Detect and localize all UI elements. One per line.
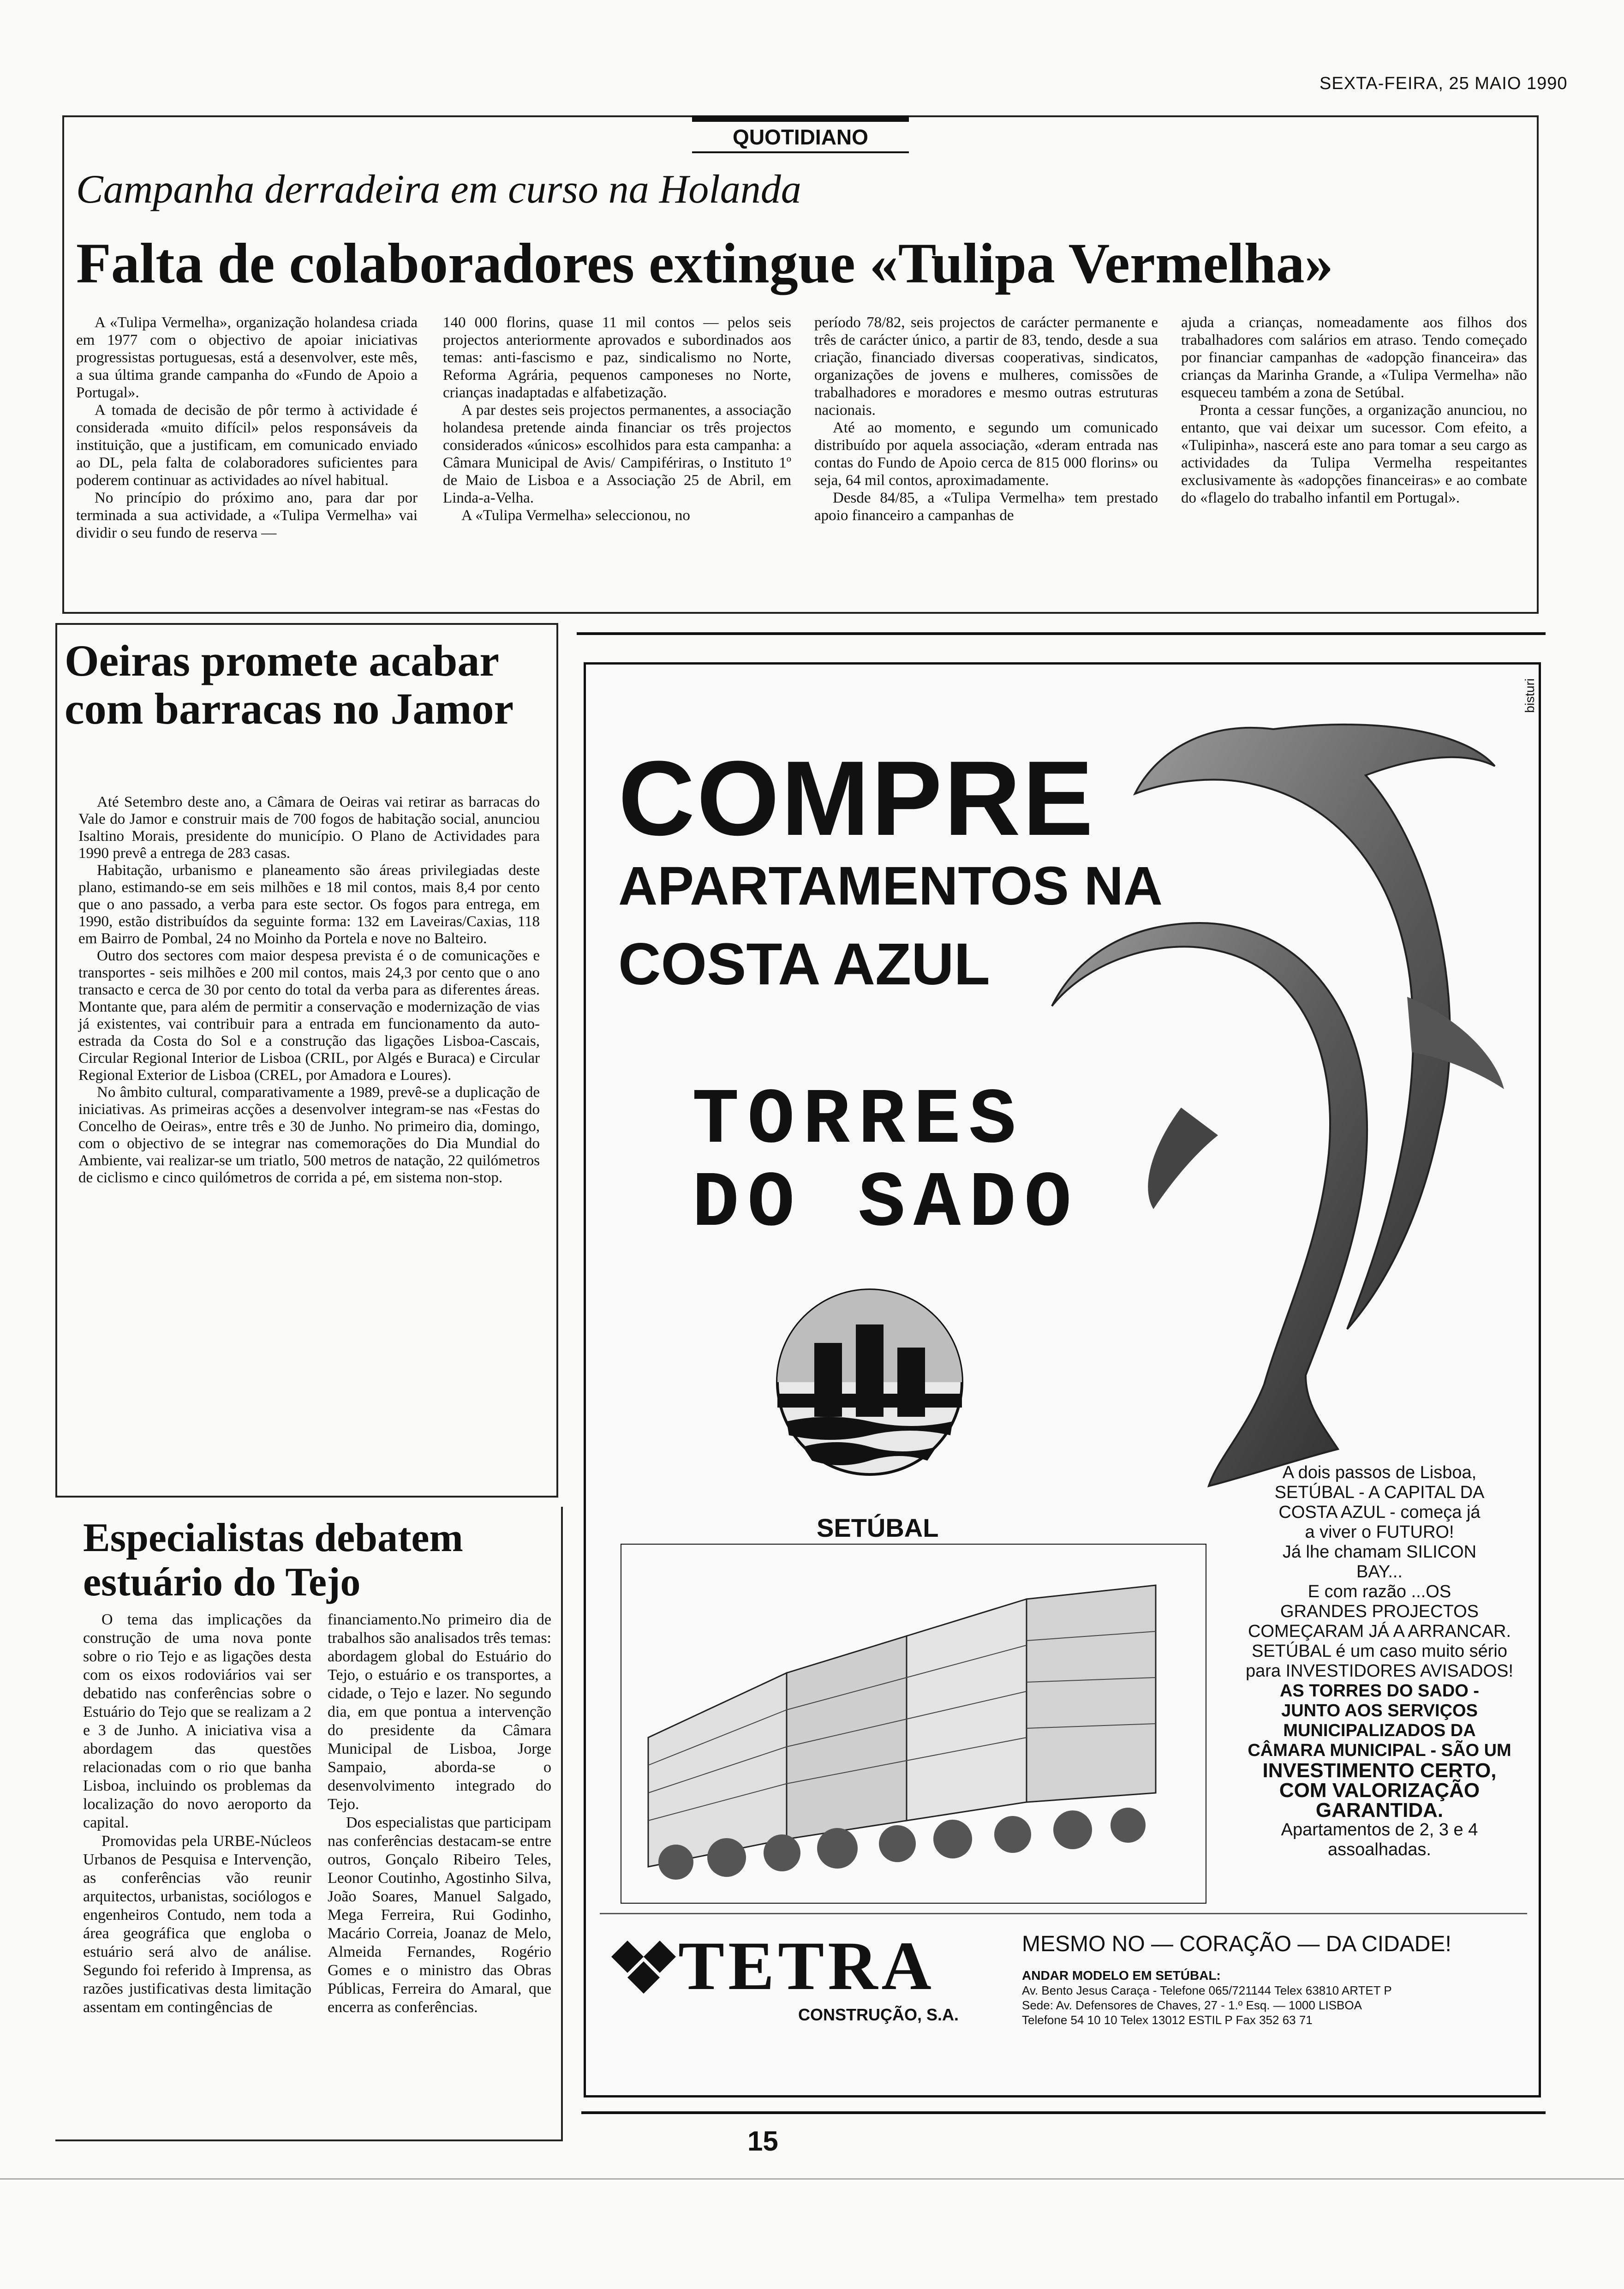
tulipa-column-2 — [443, 314, 791, 524]
ad-pitch-line: A dois passos de Lisboa, — [1282, 1463, 1477, 1482]
ad-pitch-line: Apartamentos de 2, 3 e 4 — [1281, 1820, 1478, 1840]
paragraph: Dos especialistas que participam nas conferências destacam-se entre outros, Gonçalo Ribeiro Teles, Leonor Coutinho, Agostinho Silva, João Soares, Manuel Salgado, Mega Ferreira, Rui Godinho, Macário Correia, Joanaz de Melo, Almeida Fernandes, Rogério Gomes e o ministro das Obras Públicas, Ferreira do Amaral, que encerra as conferências. — [328, 1814, 551, 2016]
ad-address-title: ANDAR MODELO EM SETÚBAL: — [1022, 1968, 1221, 1983]
ad-pitch-line: assoalhadas. — [1328, 1840, 1431, 1859]
paragraph: Até Setembro deste ano, a Câmara de Oeiras vai retirar as barracas do Vale do Jamor e construir mais de 700 fogos de habitação social, anunciou Isaltino Morais, presidente do município. O Plano de Actividades para 1990 prevê a entrega de 283 casas. — [78, 794, 540, 862]
paragraph: ajuda a crianças, nomeadamente aos filhos dos trabalhadores com salários em atraso. Tendo começado por financiar campanhas de «adopção financeira» das crianças da Marinha Grande, a «Tulipa Vermelha» não esqueceu também a zona de Setúbal. — [1181, 314, 1527, 401]
paragraph: O tema das implicações da construção de uma nova ponte sobre o rio Tejo e as ligações desta com os eixos rodoviários vai ser debatido nas conferências sobre o Estuário do Tejo que se realizam a 2 e 3 de Junho. A iniciativa visa a abordagem das questões relacionadas com o rio que banha Lisboa, incluindo os problemas da localização do novo aeroporto da capital. — [83, 1611, 311, 1831]
ad-brand-name: TETRA — [678, 1928, 935, 2004]
tulipa-kicker: Campanha derradeira em curso na Holanda — [76, 167, 801, 212]
especialistas-column-1 — [83, 1611, 311, 2017]
ad-credit: bisturi — [1522, 678, 1537, 713]
ad-pitch-line: COMEÇARAM JÁ A ARRANCAR. — [1248, 1622, 1511, 1641]
ad-brand-subtitle: CONSTRUÇÃO, S.A. — [798, 2005, 959, 2024]
building-illustration — [621, 1544, 1206, 1904]
ad-pitch-line: COSTA AZUL - começa já — [1278, 1503, 1481, 1522]
ad-address-block — [1022, 1968, 1520, 2027]
paragraph: Até ao momento, e segundo um comunicado distribuído por aquela associação, «deram entrada nas contas do Fundo de Apoio cerca de 815 000 florins» ou seja, 64 mil contos, aproximadamente. — [814, 419, 1158, 489]
ad-pitch-line: JUNTO AOS SERVIÇOS — [1281, 1701, 1478, 1720]
paragraph: Desde 84/85, a «Tulipa Vermelha» tem prestado apoio financeiro a campanhas de — [814, 490, 1158, 524]
ad-headline-line2: APARTAMENTOS NA — [618, 856, 1163, 917]
paragraph: No princípio do próximo ano, para dar por terminada a sua actividade, a «Tulipa Vermelha» vai dividir o seu fundo de reserva — — [76, 490, 418, 541]
tulipa-column-4 — [1181, 314, 1527, 507]
paragraph: 140 000 florins, quase 11 mil contos — pelos seis projectos anteriormente aprovados e subordinados aos temas: anti-fascismo e paz, sindicalismo no Norte, Reforma Agrária, pequenos camponeses no Norte, crianças inadaptadas e alfabetização. — [443, 314, 791, 401]
paragraph: A par destes seis projectos permanentes, a associação holandesa pretende ainda financiar os três projectos considerados «únicos» escolhidos para esta campanha: a Câmara Municipal de Avis/ Campifériras, o Instituto 1º de Maio de Lisboa e a Associação 25 de Abril, em Linda-a-Velha. — [443, 402, 791, 506]
setubal-logo — [775, 1288, 964, 1518]
ad-pitch-line: Já lhe chamam SILICON — [1282, 1542, 1477, 1562]
ad-headline-line3: COSTA AZUL — [618, 931, 990, 997]
paragraph: Promovidas pela URBE-Núcleos Urbanos de Pesquisa e Intervenção, as conferências vão reunir arquitectos, urbanistas, sociólogos e engenheiros Contudo, nem toda a área geográfica que engloba o estuário será alvo de análise. Segundo foi referido à Imprensa, as razões justificativas desta limitação assentam em contingências de — [83, 1833, 311, 2016]
paragraph: A tomada de decisão de pôr termo à actividade é considerada «muito difícil» pelos responsáveis da instituição, que a justificam, em comunicado enviado ao DL, pela falta de colaboradores suficientes para poderem continuar as actividades ao nível habitual. — [76, 402, 418, 489]
ad-address-line: Sede: Av. Defensores de Chaves, 27 - 1.º Esq. — 1000 LISBOA — [1022, 1998, 1362, 2012]
ad-pitch-line: GARANTIDA. — [1315, 1799, 1444, 1822]
paragraph: No âmbito cultural, comparativamente a 1989, prevê-se a duplicação de iniciativas. As primeiras acções a desenvolver integram-se nas «Festas do Concelho de Oeiras», entre três e 30 de Junho. No primeiro dia, domingo, com o objectivo de se integrar nas comemorações do Dia Mundial do Ambiente, vai realizar-se um triatlo, 500 metros de natação, 22 quilómetros de ciclismo e cinco quilómetros de corrida a pé, em sistema non-stop. — [78, 1084, 540, 1186]
tulipa-column-3 — [814, 314, 1158, 524]
paragraph: período 78/82, seis projectos de carácter permanente e três de carácter único, a partir de 83, tendo, desde a sua criação, financiado diversas cooperativas, sindicatos, organizações de jovens e mulheres, comissões de trabalhadores e moradores e mesmo outras estruturas nacionais. — [814, 314, 1158, 419]
paragraph: Outro dos sectores com maior despesa prevista é o de comunicações e transportes - seis milhões e 200 mil contos, mais 24,3 por cento que o ano transacto e cerca de 30 por cento do total da verba para as diferentes áreas. Montante que, para além de permitir a conservação e modernização de vias já existentes, vai contribuir para a entrada em funcionamento da auto-estrada da Costa do Sol e a construção das ligações Lisboa-Cascais, Circular Regional Interior de Lisboa (CRIL, por Algés e Buraca) e Circular Regional Exterior de Lisboa (CREL, por Amadora e Loures). — [78, 947, 540, 1084]
ad-pitch-line: SETÚBAL - A CAPITAL DA — [1274, 1483, 1485, 1502]
page-fold-line — [0, 2178, 1624, 2180]
ad-torres-line1: TORRES — [692, 1077, 1025, 1166]
page-bottom-rule — [581, 2111, 1546, 2114]
ad-address-line: Av. Bento Jesus Caraça - Telefone 065/721144 Telex 63810 ARTET P — [1022, 1983, 1392, 1997]
page-number: 15 — [747, 2126, 778, 2157]
ad-pitch-line: BAY... — [1356, 1562, 1403, 1582]
ad-pitch-line: COM VALORIZAÇÃO — [1279, 1779, 1480, 1802]
setubal-logo-caption: SETÚBAL — [817, 1513, 939, 1542]
ad-headline-compre: COMPRE — [618, 739, 1095, 857]
oeiras-headline: Oeiras promete acabar com barracas no Jamor — [65, 636, 514, 733]
section-label: QUOTIDIANO — [692, 125, 909, 153]
ad-pitch-line: AS TORRES DO SADO - — [1279, 1681, 1480, 1701]
ad-footer-rule — [600, 1913, 1527, 1914]
ad-pitch-line: INVESTIMENTO CERTO, — [1262, 1759, 1497, 1782]
ad-pitch-line: MUNICIPALIZADOS DA — [1283, 1721, 1476, 1740]
ad-slogan: MESMO NO — CORAÇÃO — DA CIDADE! — [1022, 1932, 1451, 1956]
ad-top-rule — [577, 632, 1546, 635]
ad-pitch-line: SETÚBAL é um caso muito sério — [1251, 1642, 1508, 1661]
tulipa-column-1 — [76, 314, 418, 542]
ad-address-line: Telefone 54 10 10 Telex 13012 ESTIL P Fax 352 63 71 — [1022, 2013, 1313, 2027]
tulipa-headline: Falta de colaboradores extingue «Tulipa Vermelha» — [76, 232, 1333, 295]
paragraph: A «Tulipa Vermelha» seleccionou, no — [461, 507, 690, 524]
ad-torres-line2: DO SADO — [692, 1160, 1080, 1249]
especialistas-headline: Especialistas debatem estuário do Tejo — [83, 1516, 463, 1605]
issue-date: SEXTA-FEIRA, 25 MAIO 1990 — [1320, 74, 1568, 93]
ad-torres-do-sado — [692, 1077, 1080, 1249]
ad-pitch-line: GRANDES PROJECTOS — [1280, 1602, 1479, 1621]
ad-pitch-line: E com razão ...OS — [1308, 1582, 1451, 1601]
paragraph: Habitação, urbanismo e planeamento são áreas privilegiadas deste plano, estimando-se em seis milhões e 18 mil contos, mais 8,4 por cento que o ano passado, a verba para este sector. Os fogos para entrega, em 1990, estão distribuídos da seguinte forma: 132 em Laveiras/Caxias, 118 em Bairro de Pombal, 24 no Moinho da Portela e nove no Balteiro. — [78, 862, 540, 947]
ad-pitch-line: para INVESTIDORES AVISADOS! — [1245, 1661, 1514, 1681]
ad-pitch-text — [1227, 1463, 1532, 1860]
paragraph: financiamento.No primeiro dia de trabalhos são analisados três temas: abordagem global do Estuário do Tejo, o estuário e os transportes, a cidade, o Tejo e lazer. No segundo dia, em que pontua a intervenção do presidente da Câmara Municipal de Lisboa, Jorge Sampaio, aborda-se o desenvolvimento integrado do Tejo. — [328, 1611, 551, 1813]
especialistas-column-2 — [328, 1611, 551, 2017]
paragraph: Pronta a cessar funções, a organização anunciou, no entanto, que vai deixar um sucessor. Com efeito, a «Tulipinha», nascerá este ano para tomar a seu cargo as actividades da Tulipa Vermelha respeitantes exclusivamente às «adopções financeiras» e ao combate do «flagelo do trabalho infantil em Portugal». — [1181, 402, 1527, 506]
ad-pitch-line: CÂMARA MUNICIPAL - SÃO UM — [1248, 1741, 1511, 1760]
ad-pitch-line: a viver o FUTURO! — [1305, 1522, 1454, 1542]
oeiras-body — [78, 794, 540, 1186]
paragraph: A «Tulipa Vermelha», organização holandesa criada em 1977 com o objectivo de apoiar iniciativas progressistas portuguesas, está a desenvolver, este mês, a sua última grande campanha do «Fundo de Apoio a Portugal». — [76, 314, 418, 401]
tetra-diamond-logo — [609, 1936, 678, 2001]
section-bar — [692, 115, 909, 122]
